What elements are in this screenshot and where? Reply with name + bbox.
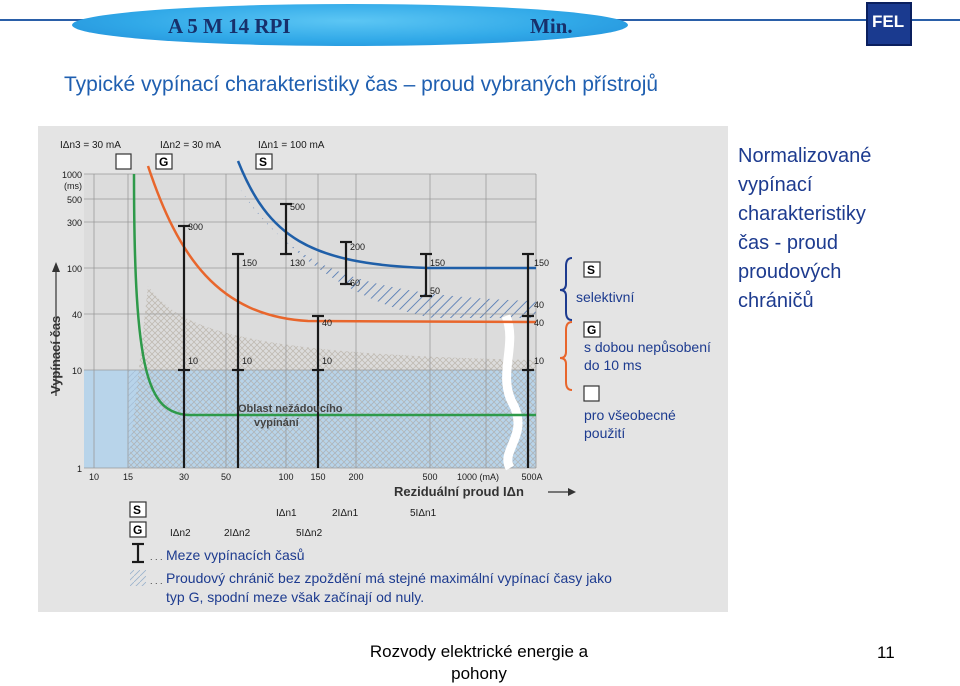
bar-label: 200 bbox=[350, 242, 366, 252]
legend-blank-box bbox=[584, 386, 599, 401]
side-line-6: chráničů bbox=[738, 290, 814, 312]
page-number: 11 bbox=[877, 643, 895, 662]
subscript-g: 2IΔn2 bbox=[224, 528, 251, 539]
fine-hatch-area bbox=[128, 370, 536, 468]
blank-box bbox=[116, 154, 131, 169]
oblast-label-1: Oblast nežádoucího bbox=[238, 403, 343, 415]
bottom-s-box-text: S bbox=[133, 503, 142, 517]
svg-text:. . .: . . . bbox=[150, 552, 163, 562]
y-tick: 1 bbox=[76, 464, 82, 474]
bottom-g-box-text: G bbox=[133, 523, 143, 537]
oblast-label-2: vypínání bbox=[254, 417, 299, 429]
label-idn1: IΔn1 = 100 mA bbox=[258, 140, 325, 151]
subscript-s: IΔn1 bbox=[276, 508, 297, 519]
side-line-1: Normalizované bbox=[738, 145, 872, 167]
x-tick: 100 bbox=[278, 472, 294, 482]
x-tick: 15 bbox=[122, 472, 134, 482]
label-idn3: IΔn3 = 30 mA bbox=[60, 140, 121, 151]
subscript-s: 5IΔn1 bbox=[410, 508, 437, 519]
s-box-text: S bbox=[259, 155, 268, 169]
svg-text:. . .: . . . bbox=[150, 576, 163, 586]
x-tick: 500 bbox=[422, 472, 438, 482]
header-min: Min. bbox=[530, 14, 573, 38]
legend-bottom-3: typ G, spodní meze však začínají od nuly. bbox=[166, 589, 425, 605]
label-idn2: IΔn2 = 30 mA bbox=[160, 140, 221, 151]
bar-label: 60 bbox=[350, 278, 361, 288]
bar-label: 150 bbox=[534, 258, 550, 268]
y-tick: 300 bbox=[66, 218, 82, 228]
slide-title: Typické vypínací charakteristiky čas – proud vybraných přístrojů bbox=[64, 73, 659, 96]
bar-label: 40 bbox=[534, 300, 545, 310]
side-line-2: vypínací bbox=[738, 174, 813, 196]
legend-bottom-2: Proudový chránič bez zpoždění má stejné maximální vypínací časy jako bbox=[166, 570, 612, 586]
bar-label: 150 bbox=[242, 258, 258, 268]
bar-label: 500 bbox=[290, 202, 306, 212]
bar-label: 50 bbox=[430, 286, 441, 296]
y-tick: 10 bbox=[71, 366, 82, 376]
legend-blank-line2: použití bbox=[584, 425, 626, 441]
y-axis-label: Vypínací čas bbox=[48, 315, 63, 394]
y-tick: 1000 bbox=[61, 170, 82, 180]
subscript-g: IΔn2 bbox=[170, 528, 191, 539]
legend-g-line1: s dobou nepůsobení bbox=[584, 339, 711, 355]
bar-label: 10 bbox=[322, 356, 333, 366]
x-tick: 30 bbox=[178, 472, 190, 482]
footer-text: Rozvody elektrické energie a pohony bbox=[369, 642, 589, 683]
x-tick: 150 bbox=[310, 472, 326, 482]
y-tick: 40 bbox=[71, 310, 82, 320]
bar-label: 130 bbox=[290, 258, 306, 268]
y-tick: 100 bbox=[66, 264, 82, 274]
side-line-4: čas - proud bbox=[738, 232, 839, 254]
x-axis-label: Reziduální proud IΔn bbox=[394, 484, 524, 499]
side-line-3: charakteristiky bbox=[738, 203, 866, 225]
fel-logo bbox=[866, 2, 912, 46]
x-tick: 200 bbox=[348, 472, 364, 482]
subscript-g: 5IΔn2 bbox=[296, 528, 323, 539]
trip-characteristics-figure bbox=[38, 126, 728, 612]
legend-bottom-1: Meze vypínacích časů bbox=[166, 547, 305, 563]
x-tick: 1000 (mA) bbox=[456, 472, 500, 482]
x-tick: 500A bbox=[521, 472, 543, 482]
legend-s-text: selektivní bbox=[576, 289, 635, 305]
bar-label: 40 bbox=[322, 318, 333, 328]
bottom-hatch-symbol bbox=[130, 570, 146, 586]
y-unit: (ms) bbox=[64, 181, 82, 191]
x-tick: 10 bbox=[88, 472, 100, 482]
legend-g-line2: do 10 ms bbox=[584, 357, 642, 373]
side-text bbox=[738, 142, 953, 316]
subscript-s: 2IΔn1 bbox=[332, 508, 359, 519]
bar-label: 40 bbox=[534, 318, 545, 328]
x-tick: 50 bbox=[220, 472, 232, 482]
bar-label: 10 bbox=[242, 356, 253, 366]
fel-logo-text: FEL bbox=[872, 12, 905, 31]
legend-s-box-text: S bbox=[587, 263, 596, 277]
g-box-text: G bbox=[159, 155, 169, 169]
legend-blank-line1: pro všeobecné bbox=[584, 407, 676, 423]
y-tick: 500 bbox=[66, 195, 82, 205]
bar-label: 300 bbox=[188, 222, 204, 232]
bar-label: 10 bbox=[188, 356, 199, 366]
course-code: A 5 M 14 RPI bbox=[168, 14, 291, 38]
bar-label: 150 bbox=[430, 258, 446, 268]
side-line-5: proudových bbox=[738, 261, 842, 283]
legend-g-box-text: G bbox=[587, 323, 597, 337]
bar-label: 10 bbox=[534, 356, 545, 366]
